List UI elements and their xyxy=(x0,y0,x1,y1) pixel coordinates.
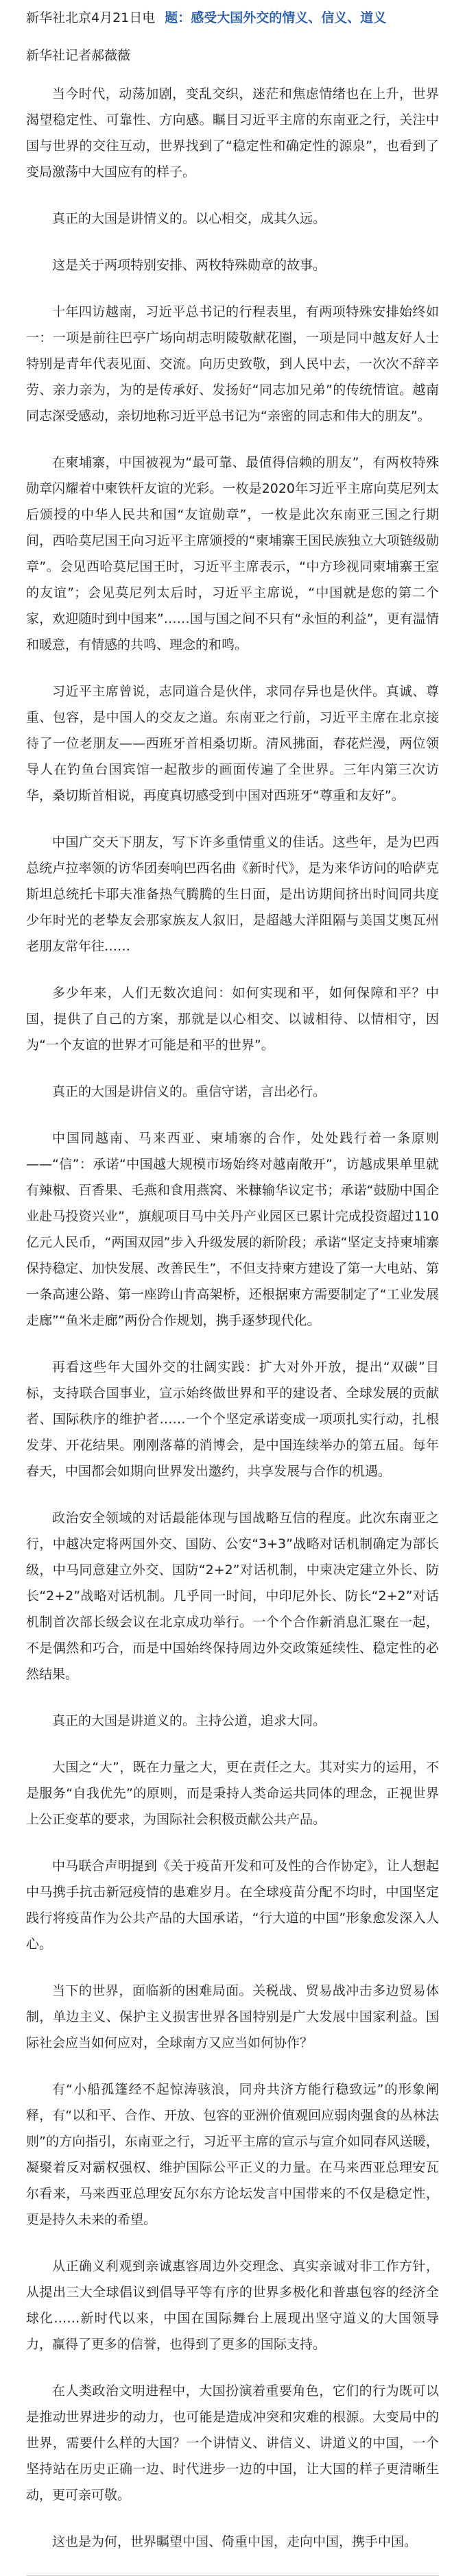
article-paragraph: 十年四访越南，习近平总书记的行程表里，有两项特殊安排始终如一：一项是前往巴亭广场向胡志明陵敬献花圈，一项是同中越友好人士特别是青年代表见面、交流。向历史致敬，到人民中去，一次次不辞辛劳、亲力亲为，为的是传承好、发扬好“同志加兄弟”的传统情谊。越南同志深受感动，亲切地称习近平总书记为“亲密的同志和伟大的朋友”。 xyxy=(26,304,439,424)
byline: 新华社记者郝薇薇 xyxy=(26,48,131,63)
article-paragraph: 真正的大国是讲情义的。以心相交，成其久远。 xyxy=(52,211,326,226)
news-source: 新华社北京4月21日电 xyxy=(26,10,156,25)
article-paragraph: 真正的大国是讲道义的。主持公道，追求大同。 xyxy=(52,1713,326,1728)
article-paragraph: 多少年来，人们无数次追问：如何实现和平，如何保障和平？中国，提供了自己的方案，那就是以心相交、以诚相待、以情相守，因为“一个友谊的世界才可能是和平的世界”。 xyxy=(26,985,439,1053)
article-paragraph: 有“小船孤篷经不起惊涛骇浪，同舟共济方能行稳致远”的形象阐释，有“以和平、合作、开放、包容的亚洲价值观回应弱肉强食的丛林法则”的方向指引，东南亚之行，习近平主席的宣示与宣介如同春风送暖，凝聚着反对霸权强权、维护国际公平正义的力量。在马来西亚总理安瓦尔看来，马来西亚总理安瓦尔东方论坛发言中国带来的不仅是稳定性，更是持久未来的希望。 xyxy=(26,2082,439,2227)
article-headline: 题：感受大国外交的情义、信义、道义 xyxy=(165,10,387,25)
article-body xyxy=(26,81,439,2555)
article-paragraph: 在人类政治文明进程中，大国扮演着重要角色，它们的行为既可以是推动世界进步的动力，也可能是造成冲突和灾难的根源。大变局中的世界，需要什么样的大国？一个讲情义、讲信义、讲道义的中国，一个坚持站在历史正确一边、时代进步一边的中国，让大国的样子更清晰生动，更可亲可敬。 xyxy=(26,2383,439,2503)
article-paragraph: 政治安全领域的对话最能体现与国战略互信的程度。此次东南亚之行，中越决定将两国外交、国防、公安“3+3”战略对话机制确定为部长级，中马同意建立外交、国防“2+2”对话机制，中柬决定建立外长、防长“2+2”战略对话机制。几乎同一时间，中印尼外长、防长“2+2”对话机制首次部长级会议在北京成功举行。一个个合作新消息汇聚在一起，不是偶然和巧合，而是中国始终保持周边外交政策延续性、稳定性的必然结果。 xyxy=(26,1510,439,1682)
article-paragraph: 习近平主席曾说，志同道合是伙伴，求同存异也是伙伴。真诚、尊重、包容，是中国人的交友之道。东南亚之行前，习近平主席在北京接待了一位老朋友——西班牙首相桑切斯。清风拂面，春花烂漫，两位领导人在钓鱼台国宾馆一起散步的画面传遍了全世界。三年内第三次访华，桑切斯首相说，再度真切感受到中国对西班牙“尊重和友好”。 xyxy=(26,684,439,803)
article-paragraph: 中马联合声明提到《关于疫苗开发和可及性的合作协定》，让人想起中马携手抗击新冠疫情的患难岁月。在全球疫苗分配不均时，中国坚定践行将疫苗作为公共产品的大国承诺，“行大道的中国”形象愈发深入人心。 xyxy=(26,1859,439,1952)
article-paragraph: 这也是为何，世界瞩望中国、倚重中国，走向中国，携手中国。 xyxy=(52,2534,418,2549)
dateline xyxy=(26,7,439,29)
article-paragraph: 这是关于两项特别安排、两枚特殊勋章的故事。 xyxy=(52,258,326,273)
article-paragraph: 大国之“大”，既在力量之大，更在责任之大。其对实力的运用，不是服务“自我优先”的原则，而是秉持人类命运共同体的理念，正视世界上公正变革的要求，为国际社会积极贡献公共产品。 xyxy=(26,1760,439,1827)
article-paragraph: 中国同越南、马来西亚、柬埔寨的合作，处处践行着一条原则——“信”：承诺“中国越大规模市场始终对越南敞开”，访越成果单里就有辣椒、百香果、毛燕和食用燕窝、米糠输华议定书；承诺“鼓励中国企业赴马投资兴业”，旗舰项目马中关丹产业园区已累计完成投资超过110亿元人民币，“两国双园”步入升级发展的新阶段；承诺“坚定支持柬埔寨保持稳定、加快发展、改善民生”，不但支持柬方建设了第一大电站、第一条高速公路、第一座跨山肯高架桥，还根据柬方需要制定了“工业发展走廊”“鱼米走廊”两份合作规划，携手逐梦现代化。 xyxy=(26,1131,439,1328)
article-paragraph: 真正的大国是讲信义的。重信守诺，言出必行。 xyxy=(52,1084,326,1099)
article-paragraph: 中国广交天下朋友，写下许多重情重义的佳话。这些年，是为巴西总统卢拉率领的访华团奏响巴西名曲《新时代》，是为来华访问的哈萨克斯坦总统托卡耶夫准备热气腾腾的生日面，是出访期间挤出时间同共度少年时光的老挚友会那家族友人叙旧，是超越大洋阻隔与美国艾奥瓦州老朋友常年往…… xyxy=(26,835,439,954)
article-paragraph: 当今时代，动荡加剧，变乱交织，迷茫和焦虑情绪也在上升，世界渴望稳定性、可靠性、方向感。瞩目习近平主席的东南亚之行，关注中国与世界的交往互动，世界找到了“稳定性和确定性的源泉”，也看到了变局激荡中大国应有的样子。 xyxy=(26,86,439,180)
article-paragraph: 在柬埔寨，中国被视为“最可靠、最值得信赖的朋友”，有两枚特殊勋章闪耀着中柬铁杆友谊的光彩。一枚是2020年习近平主席向莫尼列太后颁授的中华人民共和国“友谊勋章”，一枚是此次东南亚三国之行期间，西哈莫尼国王向习近平主席颁授的“柬埔寨王国民族独立大项链级勋章”。会见西哈莫尼国王时，习近平主席表示，“中方珍视同柬埔寨王室的友谊”；会见莫尼列太后时，习近平主席说，“中国就是您的第二个家，欢迎随时到中国来”……国与国之间不只有“永恒的利益”，更有温情和暖意，有情感的共鸣、理念的和鸣。 xyxy=(26,455,439,652)
article-paragraph: 再看这些年大国外交的壮阔实践：扩大对外开放，提出“双碳”目标，支持联合国事业，宣示始终做世界和平的建设者、全球发展的贡献者、国际秩序的维护者……一个个坚定承诺变成一项项扎实行动，扎根发芽、开花结果。刚刚落幕的消博会，是中国连续举办的第五届。每年春天，中国都会如期向世界发出邀约，共享发展与合作的机遇。 xyxy=(26,1360,439,1479)
article-paragraph: 当下的世界，面临新的困难局面。关税战、贸易战冲击多边贸易体制，单边主义、保护主义损害世界各国特别是广大发展中国家利益。国际社会应当如何应对，全球南方又应当如何协作？ xyxy=(26,1983,439,2050)
article-paragraph: 从正确义利观到亲诚惠容周边外交理念、真实亲诚对非工作方针，从提出三大全球倡议到倡导平等有序的世界多极化和普惠包容的经济全球化……新时代以来，中国在国际舞台上展现出坚守道义的大国领导力，赢得了更多的信誉，也得到了更多的国际支持。 xyxy=(26,2259,439,2352)
